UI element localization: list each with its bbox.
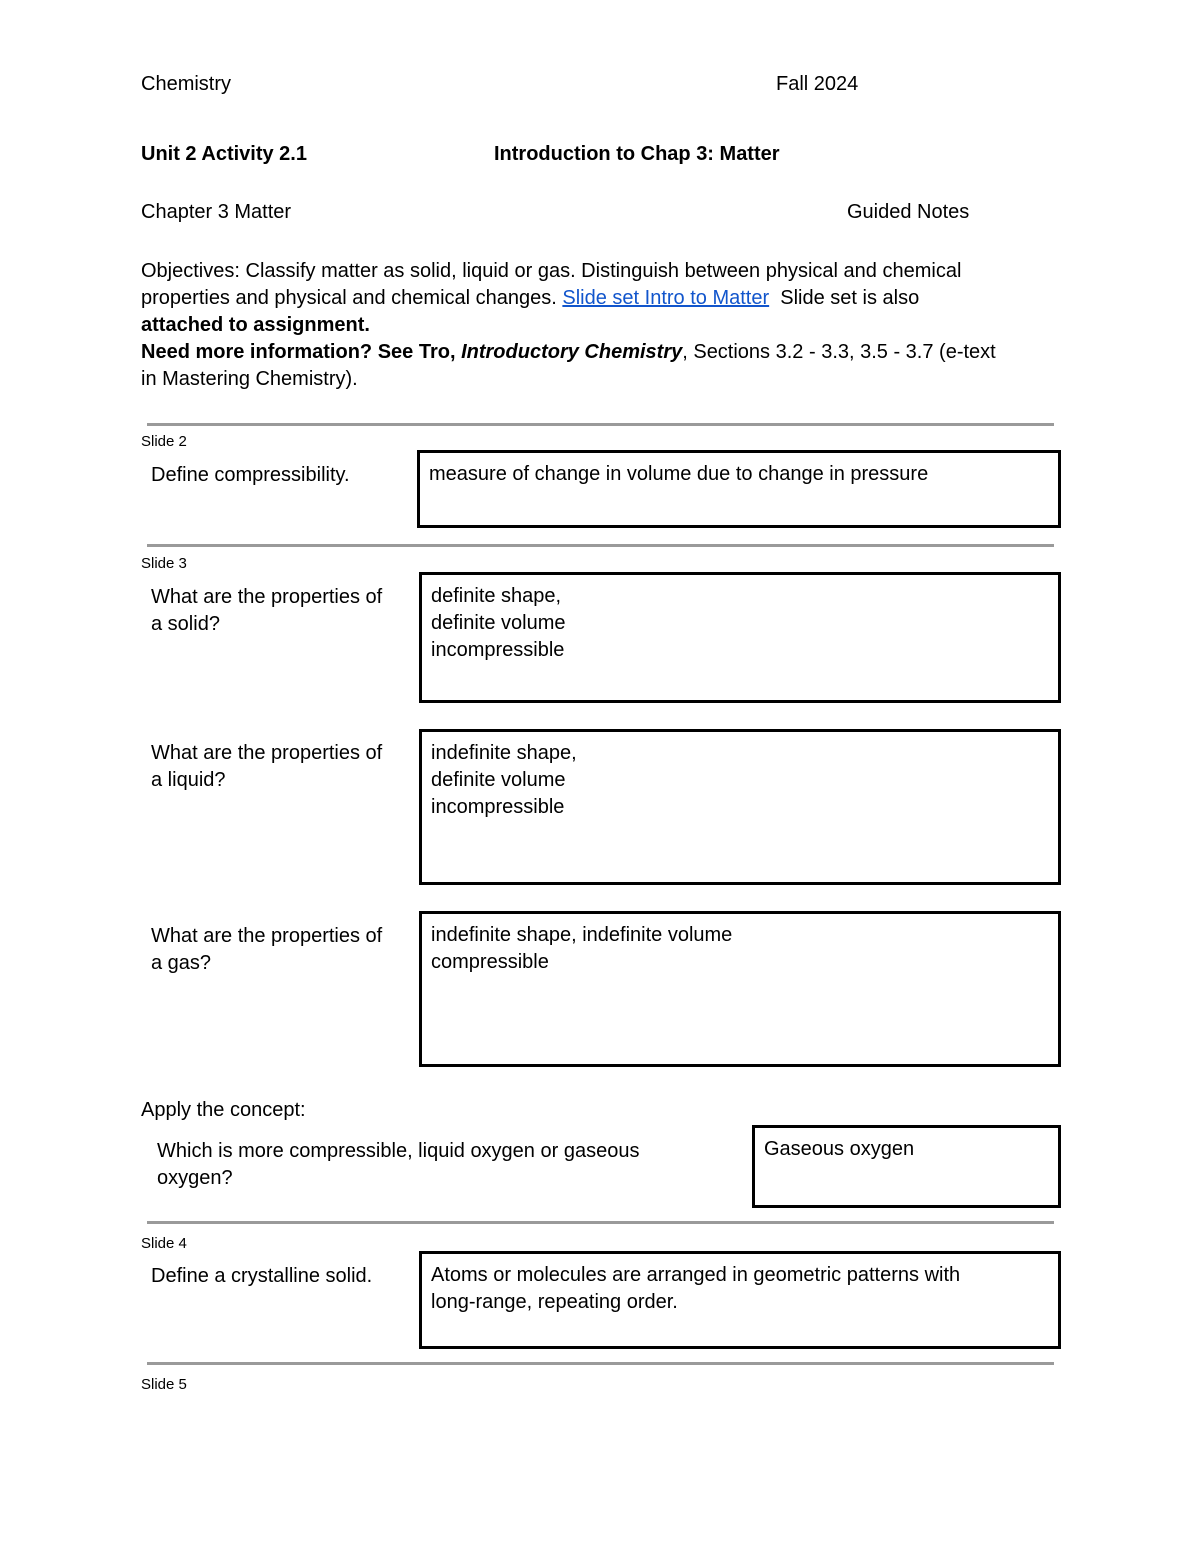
answer-box-crystalline-solid[interactable]: Atoms or molecules are arranged in geometric patterns with long-range, repeating order.	[419, 1251, 1061, 1349]
objectives-line-3: attached to assignment.	[141, 314, 370, 336]
slide-3-label: Slide 3	[141, 555, 187, 572]
unit-label: Unit 2 Activity 2.1	[141, 143, 307, 165]
more-info-line: Need more information? See Tro, Introductory Chemistry, Sections 3.2 - 3.3, 3.5 - 3.7 (e-text	[141, 341, 996, 363]
answer-box-gas[interactable]: indefinite shape, indefinite volume compressible	[419, 911, 1061, 1067]
divider	[147, 423, 1054, 426]
question-solid: What are the properties of a solid?	[151, 586, 383, 635]
divider	[147, 544, 1054, 547]
slide-2-label: Slide 2	[141, 433, 187, 450]
answer-box-liquid[interactable]: indefinite shape, definite volume incompressible	[419, 729, 1061, 885]
question-gas: What are the properties of a gas?	[151, 925, 383, 974]
question-crystalline-solid: Define a crystalline solid.	[151, 1265, 373, 1287]
answer-box-oxygen[interactable]: Gaseous oxygen	[752, 1125, 1061, 1208]
chapter-label: Chapter 3 Matter	[141, 201, 292, 223]
more-info-line-2: in Mastering Chemistry).	[141, 368, 358, 390]
slide-5-label: Slide 5	[141, 1376, 187, 1393]
book-title: Introductory Chemistry	[461, 341, 683, 363]
objectives-line-2: properties and physical and chemical changes. Slide set Intro to Matter Slide set is also	[141, 287, 920, 309]
notes-type: Guided Notes	[847, 201, 970, 223]
divider	[147, 1221, 1054, 1224]
slide-set-link[interactable]: Slide set Intro to Matter	[562, 287, 770, 309]
divider	[147, 1362, 1054, 1365]
answer-box-solid[interactable]: definite shape, definite volume incompressible	[419, 572, 1061, 703]
objectives	[141, 258, 1071, 393]
page-title: Introduction to Chap 3: Matter	[494, 143, 780, 165]
term: Fall 2024	[776, 73, 859, 95]
apply-concept-label: Apply the concept:	[141, 1099, 306, 1121]
answer-box-compressibility[interactable]: measure of change in volume due to change in pressure	[417, 450, 1061, 528]
slide-4-label: Slide 4	[141, 1235, 187, 1252]
question-compressible-oxygen: Which is more compressible, liquid oxygen or gaseous oxygen?	[157, 1140, 640, 1189]
objectives-line-1: Objectives: Classify matter as solid, liquid or gas. Distinguish between physical and chemical	[141, 260, 962, 282]
course-name: Chemistry	[141, 73, 232, 95]
question-liquid: What are the properties of a liquid?	[151, 742, 383, 791]
objectives-label: Objectives:	[141, 260, 240, 282]
question-compressibility: Define compressibility.	[151, 464, 350, 486]
